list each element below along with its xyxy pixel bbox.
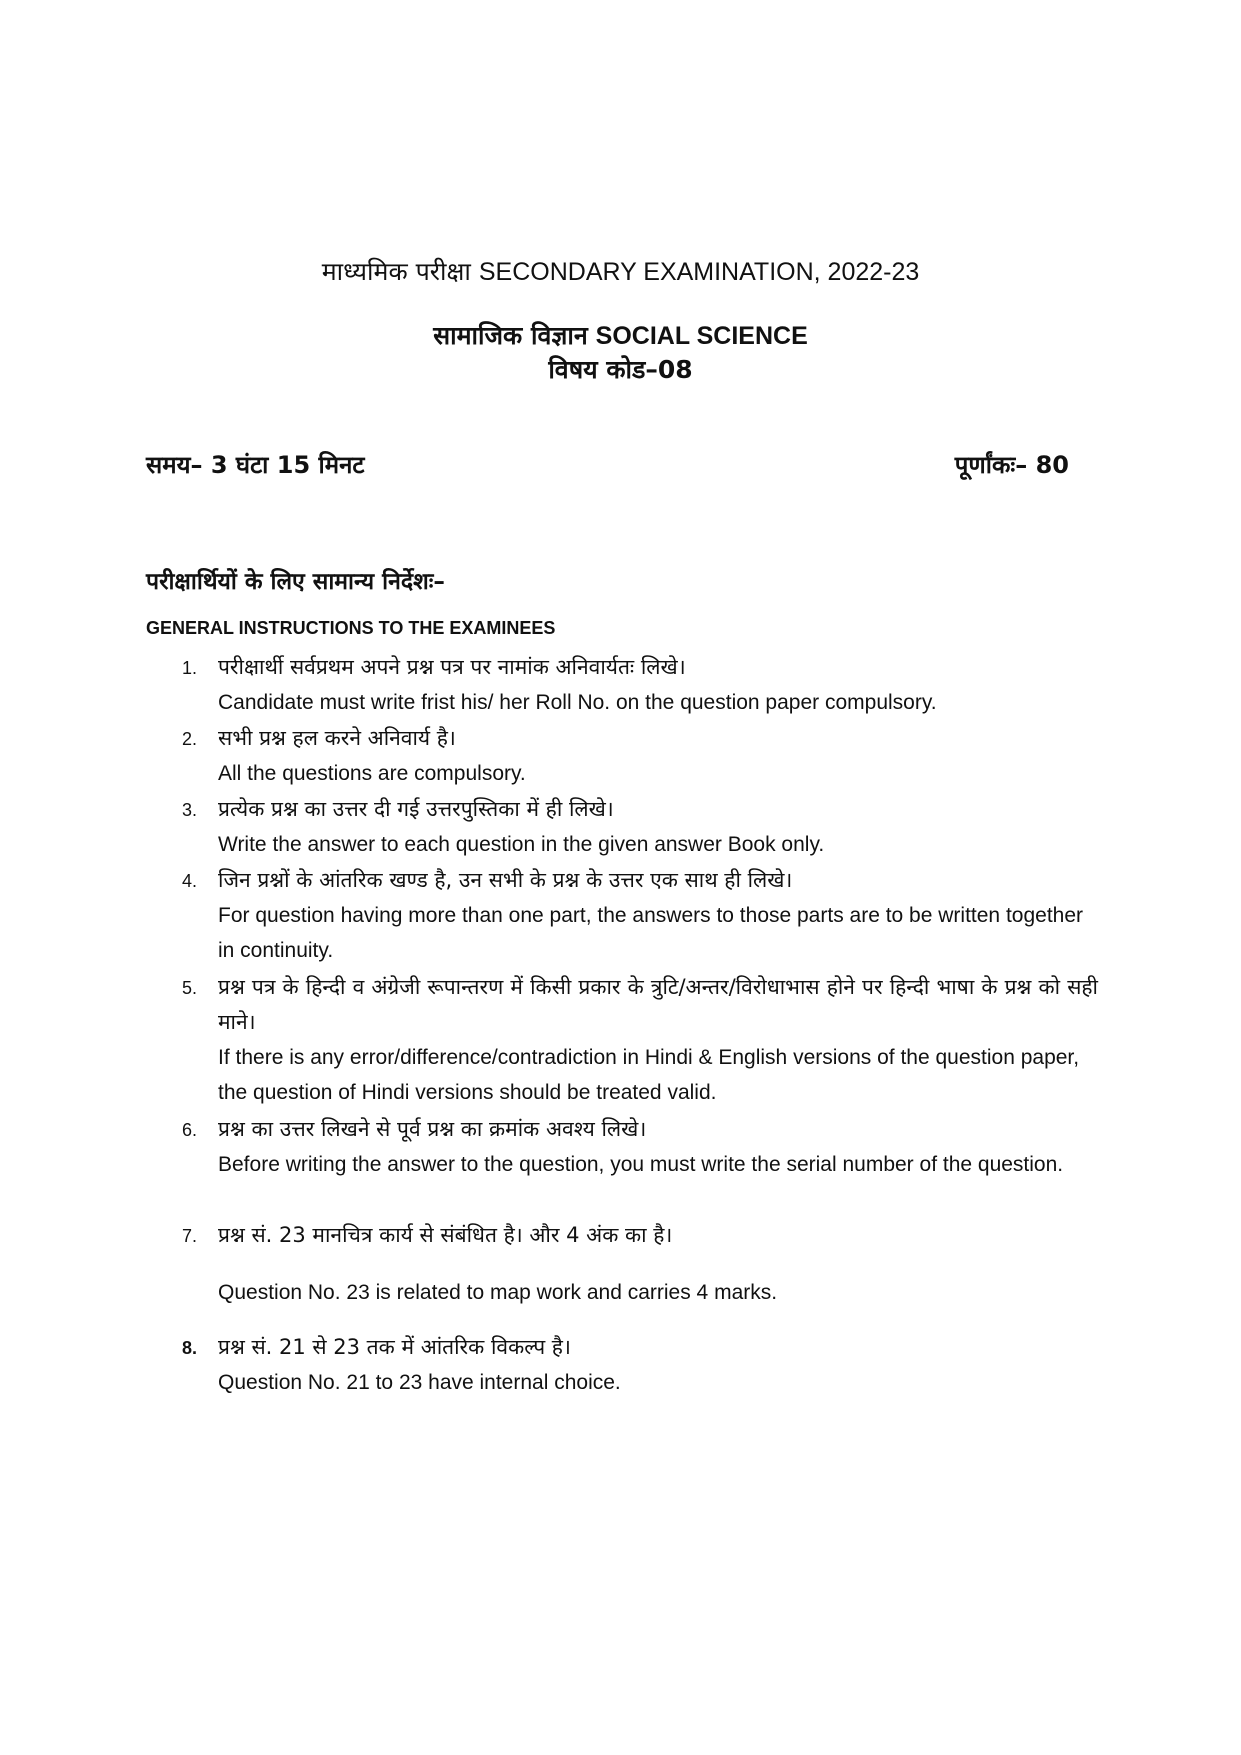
instructions-heading-hindi: परीक्षार्थियों के लिए सामान्य निर्देशः– — [146, 569, 445, 595]
instruction-text-hindi: प्रश्न पत्र के हिन्दी व अंग्रेजी रूपान्तरण में किसी प्रकार के त्रुटि/अन्तर/विरोधाभास होने पर हिन्दी भाषा के प्रश्न को सही माने। — [218, 975, 1098, 1034]
instruction-text-english: If there is any error/difference/contradiction in Hindi & English versions of the question paper, the question of Hindi versions should be treated valid. — [218, 1046, 1080, 1104]
subject-title-english: SOCIAL SCIENCE — [595, 322, 808, 350]
instruction-number: 7. — [182, 1226, 198, 1246]
instruction-number: 1. — [182, 658, 198, 678]
exam-title-english: SECONDARY EXAMINATION, 2022-23 — [478, 258, 920, 286]
subject-title — [0, 318, 1241, 352]
instruction-text-english: Question No. 23 is related to map work and carries 4 marks. — [218, 1281, 778, 1304]
instruction-text-hindi: जिन प्रश्नों के आंतरिक खण्ड है, उन सभी के प्रश्न के उत्तर एक साथ ही लिखे। — [218, 868, 793, 892]
instruction-text-english: Write the answer to each question in the given answer Book only. — [218, 833, 825, 856]
instruction-number: 3. — [182, 800, 198, 820]
instruction-number: 2. — [182, 729, 198, 749]
instruction-number: 8. — [182, 1338, 198, 1358]
instruction-text-english: Candidate must write frist his/ her Roll No. on the question paper compulsory. — [218, 691, 937, 714]
instruction-text-english: Before writing the answer to the question, you must write the serial number of the question. — [218, 1153, 1064, 1176]
subject-code: विषय कोड–08 — [548, 355, 693, 384]
time-allowed: समय– 3 घंटा 15 मिनट — [146, 451, 365, 479]
instruction-number: 4. — [182, 871, 198, 891]
instruction-text-english: Question No. 21 to 23 have internal choice. — [218, 1371, 621, 1394]
instruction-text-hindi: प्रश्न का उत्तर लिखने से पूर्व प्रश्न का क्रमांक अवश्य लिखे। — [218, 1117, 647, 1141]
exam-title-hindi: माध्यमिक परीक्षा — [321, 257, 471, 286]
instruction-text-english: For question having more than one part, the answers to those parts are to be written together in continuity. — [218, 904, 1083, 962]
instruction-text-hindi: परीक्षार्थी सर्वप्रथम अपने प्रश्न पत्र पर नामांक अनिवार्यतः लिखे। — [218, 655, 686, 679]
instruction-text-english: All the questions are compulsory. — [218, 762, 526, 785]
instruction-number: 5. — [182, 978, 198, 998]
maximum-marks: पूर्णांकः– 80 — [954, 451, 1069, 479]
exam-title — [0, 254, 1241, 288]
instructions-heading-english: GENERAL INSTRUCTIONS TO THE EXAMINEES — [146, 618, 556, 638]
instruction-text-hindi: प्रश्न सं. 23 मानचित्र कार्य से संबंधित है। और 4 अंक का है। — [218, 1223, 673, 1247]
instruction-text-hindi: प्रत्येक प्रश्न का उत्तर दी गई उत्तरपुस्तिका में ही लिखे। — [218, 797, 614, 821]
instruction-text-hindi: सभी प्रश्न हल करने अनिवार्य है। — [218, 726, 456, 750]
subject-title-hindi: सामाजिक विज्ञान — [433, 321, 588, 350]
instruction-text-hindi: प्रश्न सं. 21 से 23 तक में आंतरिक विकल्प है। — [218, 1335, 571, 1359]
instruction-number: 6. — [182, 1120, 198, 1140]
